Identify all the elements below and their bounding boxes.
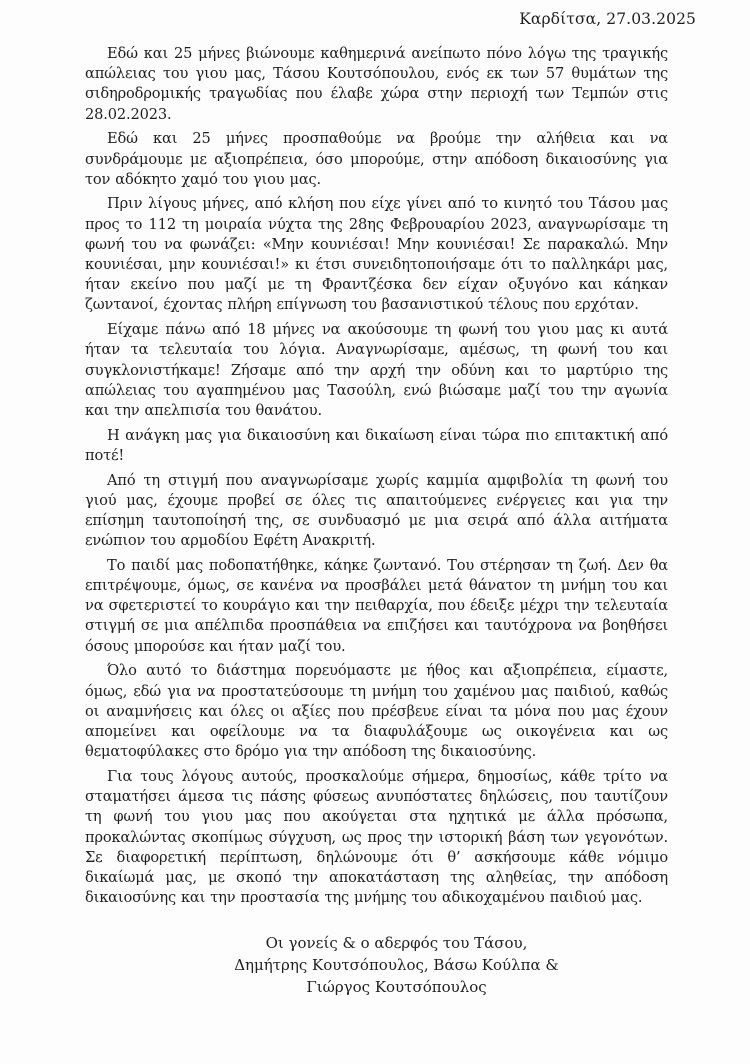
paragraph-3: Πριν λίγους μήνες, από κλήση που είχε γίνει από το κινητό του Τάσου μας προς το 112 τη μοιραία νύχτα της 28ης Φεβρουαρίου 2023, αναγνωρίσαμε τη φωνή του να φωνάζει: «Μην κουνιέσαι! Μην κουνιέσαι! Σε παρακαλώ. Μην κουνιέσαι, μην κουνιέσαι!» κι έτσι συνειδητοποιήσαμε ότι το παλληκάρι μας, ήταν εκείνο που μαζί με τη Φραντζέσκα δεν είχαν οξυγόνο και κάηκαν ζωντανοί, έχοντας πλήρη επίγνωση του βασανιστικού τέλους που ερχόταν. — [85, 195, 668, 314]
letter-body — [85, 44, 668, 913]
paragraph-6: Από τη στιγμή που αναγνωρίσαμε χωρίς καμμία αμφιβολία τη φωνή του γιού μας, έχουμε προβεί σε όλες τις απαιτούμενες ενέργειες και για την επίσημη ταυτοποίησή της, σε συνδυασμό με μια σειρά από άλλα αιτήματα ενώπιον του αρμοδίου Εφέτη Ανακριτή. — [85, 471, 668, 550]
paragraph-9: Για τους λόγους αυτούς, προσκαλούμε σήμερα, δημοσίως, κάθε τρίτο να σταματήσει άμεσα τις πάσης φύσεως ανυπόστατες δηλώσεις, που ταυτίζουν τη φωνή του γιου μας που ακούγεται στα ηχητικά με άλλα πρόσωπα, προκαλώντας σκοπίμως σύγχυση, ως προς την ιστορική βάση των γεγονότων. Σε διαφορετική περίπτωση, δηλώνουμε ότι θ’ ασκήσουμε κάθε νόμιμο δικαίωμά μας, με σκοπό την αποκατάσταση της αληθείας, την απόδοση δικαιοσύνης και την προστασία της μνήμης του αδικοχαμένου παιδιού μας. — [85, 767, 668, 907]
signature-line-3: Γιώργος Κουτσόπουλος — [306, 978, 487, 996]
paragraph-1: Εδώ και 25 μήνες βιώνουμε καθημερινά ανείπωτο πόνο λόγω της τραγικής απώλειας του γιου μας, Τάσου Κουτσόπουλου, ενός εκ των 57 θυμάτων της σιδηροδρομικής τραγωδίας που έλαβε χώρα στην περιοχή των Τεμπών στις 28.02.2023. — [85, 45, 668, 123]
signature-line-2: Δημήτρης Κουτσόπουλος, Βάσω Κούλπα & — [234, 956, 559, 974]
signature-line-1: Οι γονείς & ο αδερφός του Τάσου, — [265, 934, 528, 952]
signature-block — [200, 932, 593, 998]
place-date: Καρδίτσα, 27.03.2025 — [519, 10, 696, 28]
paragraph-8: Όλο αυτό το διάστημα πορευόμαστε με ήθος και αξιοπρέπεια, είμαστε, όμως, εδώ για να προστατεύσουμε τη μνήμη του χαμένου μας παιδιού, καθώς οι αναμνήσεις και όλες οι αξίες που πρέσβευε είναι τα μόνα που μας έχουν απομείνει και οφείλουμε να τα διαφυλάξουμε ως οικογένεια και ως θεματοφύλακες στο δρόμο για την απόδοση της δικαιοσύνης. — [85, 662, 668, 761]
paragraph-4: Είχαμε πάνω από 18 μήνες να ακούσουμε τη φωνή του γιου μας κι αυτά ήταν τα τελευταία του λόγια. Αναγνωρίσαμε, αμέσως, τη φωνή του και συγκλονιστήκαμε! Ζήσαμε από την αρχή την οδύνη και το μαρτύριο της απώλειας του αγαπημένου μας Τασούλη, ενώ βιώσαμε μαζί του την αγωνία και την απελπισία του θανάτου. — [85, 321, 668, 419]
paragraph-2: Εδώ και 25 μήνες προσπαθούμε να βρούμε την αλήθεια και να συνδράμουμε με αξιοπρέπεια, όσο μπορούμε, στην απόδοση δικαιοσύνης για τον αδόκητο χαμό του γιου μας. — [85, 130, 668, 188]
paragraph-7: Το παιδί μας ποδοπατήθηκε, κάηκε ζωντανό. Του στέρησαν τη ζωή. Δεν θα επιτρέψουμε, όμως, σε κανένα να προσβάλει μετά θάνατον τη μνήμη του και να σφετεριστεί το κουράγιο και την πειθαρχία, που έδειξε μέχρι την τελευταία στιγμή σε μια απέλπιδα προσπάθεια να επιζήσει και ταυτόχρονα να βοηθήσει όσους μπορούσε και ήταν μαζί του. — [85, 556, 668, 655]
paragraph-5: Η ανάγκη μας για δικαιοσύνη και δικαίωση είναι τώρα πιο επιτακτική από ποτέ! — [85, 426, 668, 464]
